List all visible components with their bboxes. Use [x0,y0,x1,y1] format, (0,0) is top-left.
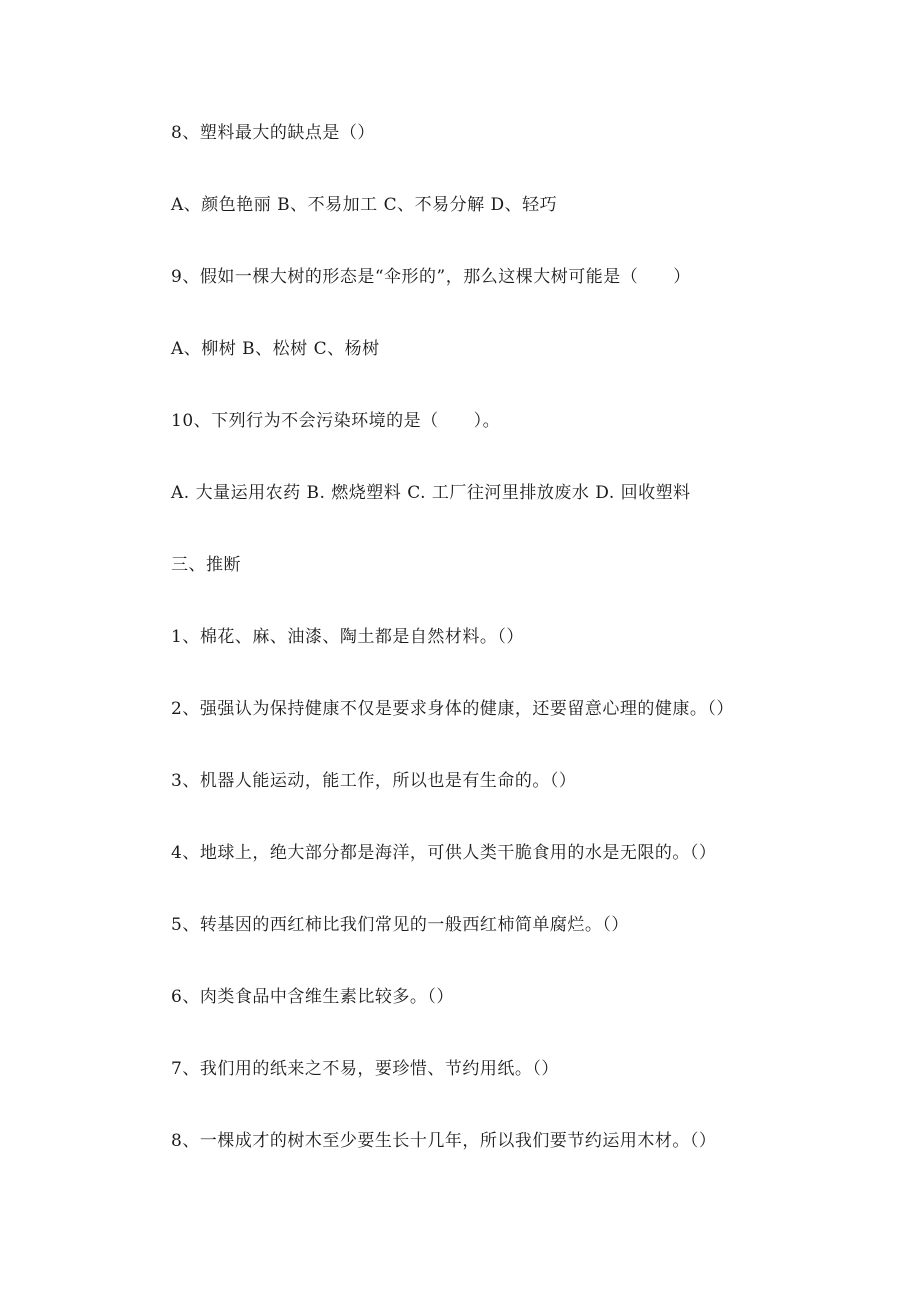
question-9-options: A、柳树 B、松树 C、杨树 [171,339,380,359]
judgment-3: 3、机器人能运动，能工作，所以也是有生命的。（） [171,771,577,791]
judgment-4: 4、地球上，绝大部分都是海洋，可供人类干脆食用的水是无限的。（） [171,843,717,863]
judgment-7: 7、我们用的纸来之不易，要珍惜、节约用纸。（） [171,1059,559,1079]
judgment-6: 6、肉类食品中含维生素比较多。（） [171,987,454,1007]
judgment-2: 2、强强认为保持健康不仅是要求身体的健康，还要留意心理的健康。（） [171,699,734,719]
question-10: 10、下列行为不会污染环境的是（ ）。 [171,411,501,431]
question-10-options: A. 大量运用农药 B. 燃烧塑料 C. 工厂往河里排放废水 D. 回收塑料 [171,483,691,503]
judgment-8: 8、一棵成才的树木至少要生长十几年，所以我们要节约运用木材。（） [171,1131,717,1151]
section-heading: 三、推断 [171,555,241,575]
judgment-5: 5、转基因的西红柿比我们常见的一般西红柿简单腐烂。（） [171,915,629,935]
judgment-1: 1、棉花、麻、油漆、陶土都是自然材料。（） [171,627,524,647]
question-8: 8、塑料最大的缺点是（） [171,123,375,143]
question-9: 9、假如一棵大树的形态是“伞形的”，那么这棵大树可能是（ ） [171,267,691,287]
question-8-options: A、颜色艳丽 B、不易加工 C、不易分解 D、轻巧 [171,195,558,215]
